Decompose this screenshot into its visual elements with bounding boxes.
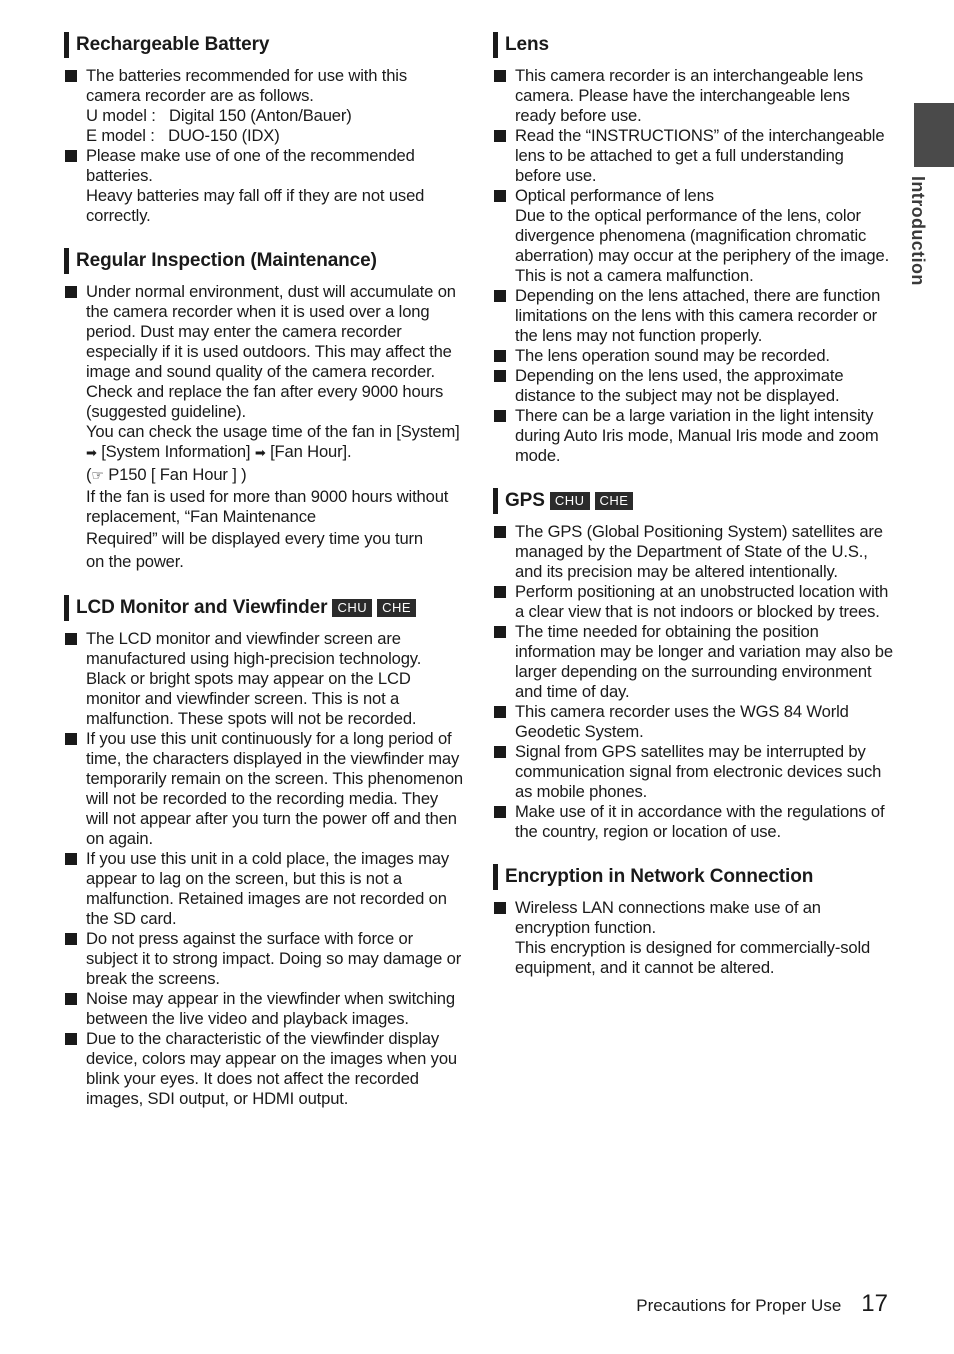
item-text: Heavy batteries may fall off if they are not used correctly. bbox=[86, 186, 425, 225]
left-column bbox=[64, 32, 464, 1131]
menu-path-system: [System] bbox=[396, 422, 460, 441]
section-heading bbox=[64, 248, 464, 274]
arrow-right-icon: ➡ bbox=[254, 445, 266, 460]
item-text: Do not press against the surface with force or subject it to strong impact. Doing so may damage or break the screens. bbox=[86, 929, 462, 988]
section-heading bbox=[493, 32, 893, 58]
section-encryption bbox=[493, 864, 893, 978]
list-item bbox=[493, 186, 893, 286]
square-bullet-icon bbox=[494, 626, 506, 638]
square-bullet-icon bbox=[65, 150, 77, 162]
square-bullet-icon bbox=[65, 993, 77, 1005]
footer-section-label: Precautions for Proper Use bbox=[636, 1296, 842, 1315]
model-tag-che: CHE bbox=[595, 492, 634, 510]
bullet-list bbox=[64, 66, 464, 226]
arrow-right-icon: ➡ bbox=[86, 445, 97, 460]
square-bullet-icon bbox=[494, 746, 506, 758]
item-text: Due to the optical performance of the lens, color divergence phenomena (magnification chromatic aberration) may occur at the periphery of the image. This is not a camera malfunction. bbox=[515, 206, 890, 285]
square-bullet-icon bbox=[494, 586, 506, 598]
item-text: If you use this unit in a cold place, the images may appear to lag on the screen, but this is not a malfunction. Retained images are not recorded on the SD card. bbox=[86, 849, 449, 928]
item-text: on the power. bbox=[86, 552, 184, 571]
item-text: The batteries recommended for use with this camera recorder are as follows. bbox=[86, 66, 407, 105]
menu-path-system-information: [System Information] bbox=[101, 442, 251, 461]
list-item bbox=[64, 849, 464, 929]
bullet-list bbox=[493, 898, 893, 978]
item-text: Read the “INSTRUCTIONS” of the interchangeable lens to be attached to get a full understanding before use. bbox=[515, 126, 885, 185]
square-bullet-icon bbox=[494, 70, 506, 82]
list-item bbox=[64, 146, 464, 226]
item-text: E model : DUO-150 (IDX) bbox=[86, 126, 280, 145]
section-regular-inspection bbox=[64, 248, 464, 573]
section-title: Regular Inspection (Maintenance) bbox=[76, 250, 377, 271]
item-text: Please make use of one of the recommended batteries. bbox=[86, 146, 415, 185]
pointing-hand-icon: ☞ bbox=[91, 467, 104, 483]
list-item bbox=[64, 282, 464, 573]
item-text: The lens operation sound may be recorded. bbox=[515, 346, 830, 365]
section-lens bbox=[493, 32, 893, 466]
square-bullet-icon bbox=[65, 853, 77, 865]
list-item bbox=[493, 898, 893, 978]
item-text: The time needed for obtaining the position information may be longer and variation may also be larger depending on the surrounding environment and time of day. bbox=[515, 622, 893, 701]
item-text: If the fan is used for more than 9000 hours without replacement, “Fan Maintenance bbox=[86, 487, 449, 526]
chapter-tab[interactable] bbox=[905, 170, 945, 310]
menu-path-lead: You can check the usage time of the fan in bbox=[86, 422, 392, 441]
section-title: Rechargeable Battery bbox=[76, 34, 270, 55]
square-bullet-icon bbox=[65, 286, 77, 298]
square-bullet-icon bbox=[65, 70, 77, 82]
square-bullet-icon bbox=[65, 633, 77, 645]
model-tag-chu: CHU bbox=[550, 492, 590, 510]
item-text: This camera recorder uses the WGS 84 World Geodetic System. bbox=[515, 702, 849, 741]
square-bullet-icon bbox=[65, 933, 77, 945]
list-item bbox=[64, 989, 464, 1029]
chapter-tab-label: Introduction bbox=[908, 176, 928, 286]
item-text: Noise may appear in the viewfinder when switching between the live video and playback images. bbox=[86, 989, 455, 1028]
item-text: Required” will be displayed every time you turn bbox=[86, 529, 423, 548]
list-item bbox=[64, 729, 464, 849]
section-heading bbox=[493, 864, 893, 890]
item-text: Make use of it in accordance with the regulations of the country, region or location of use. bbox=[515, 802, 885, 841]
square-bullet-icon bbox=[494, 806, 506, 818]
menu-path bbox=[86, 422, 464, 463]
section-title: LCD Monitor and Viewfinder bbox=[76, 597, 328, 618]
page-reference-text: P150 [ Fan Hour ] ) bbox=[108, 465, 247, 484]
square-bullet-icon bbox=[494, 526, 506, 538]
list-item bbox=[64, 929, 464, 989]
list-item bbox=[493, 366, 893, 406]
list-item bbox=[493, 286, 893, 346]
menu-path-fan-hour: [Fan Hour]. bbox=[270, 442, 352, 461]
model-tag-chu: CHU bbox=[332, 599, 372, 617]
page-number: 17 bbox=[861, 1290, 888, 1317]
section-title: GPS bbox=[505, 490, 545, 511]
item-text: If you use this unit continuously for a long period of time, the characters displayed in the viewfinder may temporarily remain on the screen. This phenomenon will not be recorded to the recording media. They will not appear after you turn the power off and then on again. bbox=[86, 729, 463, 848]
list-item bbox=[493, 582, 893, 622]
section-lcd-monitor bbox=[64, 595, 464, 1109]
item-text: The GPS (Global Positioning System) satellites are managed by the Department of State of the U.S., and its precision may be altered intentionally. bbox=[515, 522, 883, 581]
section-rechargeable-battery bbox=[64, 32, 464, 226]
item-text: Wireless LAN connections make use of an encryption function. bbox=[515, 898, 821, 937]
right-column bbox=[493, 32, 893, 1000]
list-item bbox=[493, 66, 893, 126]
list-item bbox=[493, 522, 893, 582]
square-bullet-icon bbox=[65, 733, 77, 745]
square-bullet-icon bbox=[494, 902, 506, 914]
square-bullet-icon bbox=[494, 370, 506, 382]
section-heading bbox=[64, 32, 464, 58]
square-bullet-icon bbox=[494, 410, 506, 422]
bullet-list bbox=[64, 629, 464, 1109]
square-bullet-icon bbox=[494, 190, 506, 202]
list-item bbox=[64, 629, 464, 729]
bullet-list bbox=[493, 522, 893, 842]
item-text: Under normal environment, dust will accumulate on the camera recorder when it is used over a long period. Dust may enter the camera recorder especially if it is used outdoors. This may affect the image and sound quality of the camera recorder. Check and replace the fan after every 9000 hours (suggested guideline). bbox=[86, 282, 456, 421]
list-item bbox=[493, 802, 893, 842]
item-text: Signal from GPS satellites may be interrupted by communication signal from electronic devices such as mobile phones. bbox=[515, 742, 882, 801]
chapter-tab-marker bbox=[914, 103, 954, 167]
square-bullet-icon bbox=[65, 1033, 77, 1045]
item-text: Perform positioning at an unobstructed location with a clear view that is not indoors or blocked by trees. bbox=[515, 582, 889, 621]
bullet-list bbox=[64, 282, 464, 573]
page-reference[interactable]: (☞ P150 [ Fan Hour ] ) bbox=[86, 465, 247, 484]
item-text: There can be a large variation in the light intensity during Auto Iris mode, Manual Iris mode and zoom mode. bbox=[515, 406, 879, 465]
list-item bbox=[493, 702, 893, 742]
section-gps bbox=[493, 488, 893, 842]
list-item bbox=[493, 406, 893, 466]
section-heading bbox=[64, 595, 464, 621]
square-bullet-icon bbox=[494, 350, 506, 362]
square-bullet-icon bbox=[494, 130, 506, 142]
section-title: Lens bbox=[505, 34, 549, 55]
item-text: Optical performance of lens bbox=[515, 186, 714, 205]
item-text: Depending on the lens attached, there are function limitations on the lens with this camera recorder or the lens may not function properly. bbox=[515, 286, 881, 345]
list-item bbox=[493, 126, 893, 186]
item-text: Depending on the lens used, the approximate distance to the subject may not be displayed. bbox=[515, 366, 844, 405]
item-text: The LCD monitor and viewfinder screen are manufactured using high-precision technology. Black or bright spots may appear on the LCD monitor and viewfinder screen. This is not a malfunction. These spots will not be recorded. bbox=[86, 629, 422, 728]
model-tag-che: CHE bbox=[377, 599, 416, 617]
list-item bbox=[64, 1029, 464, 1109]
bullet-list bbox=[493, 66, 893, 466]
list-item bbox=[493, 742, 893, 802]
section-title: Encryption in Network Connection bbox=[505, 866, 814, 887]
item-text: U model : Digital 150 (Anton/Bauer) bbox=[86, 106, 352, 125]
square-bullet-icon bbox=[494, 290, 506, 302]
list-item bbox=[493, 346, 893, 366]
section-heading bbox=[493, 488, 893, 514]
page-footer bbox=[636, 1290, 888, 1318]
item-text: Due to the characteristic of the viewfinder display device, colors may appear on the images when you blink your eyes. It does not affect the recorded images, SDI output, or HDMI output. bbox=[86, 1029, 457, 1108]
item-text: This camera recorder is an interchangeable lens camera. Please have the interchangeable lens ready before use. bbox=[515, 66, 864, 125]
list-item bbox=[64, 66, 464, 146]
list-item bbox=[493, 622, 893, 702]
item-text: This encryption is designed for commercially-sold equipment, and it cannot be altered. bbox=[515, 938, 871, 977]
square-bullet-icon bbox=[494, 706, 506, 718]
